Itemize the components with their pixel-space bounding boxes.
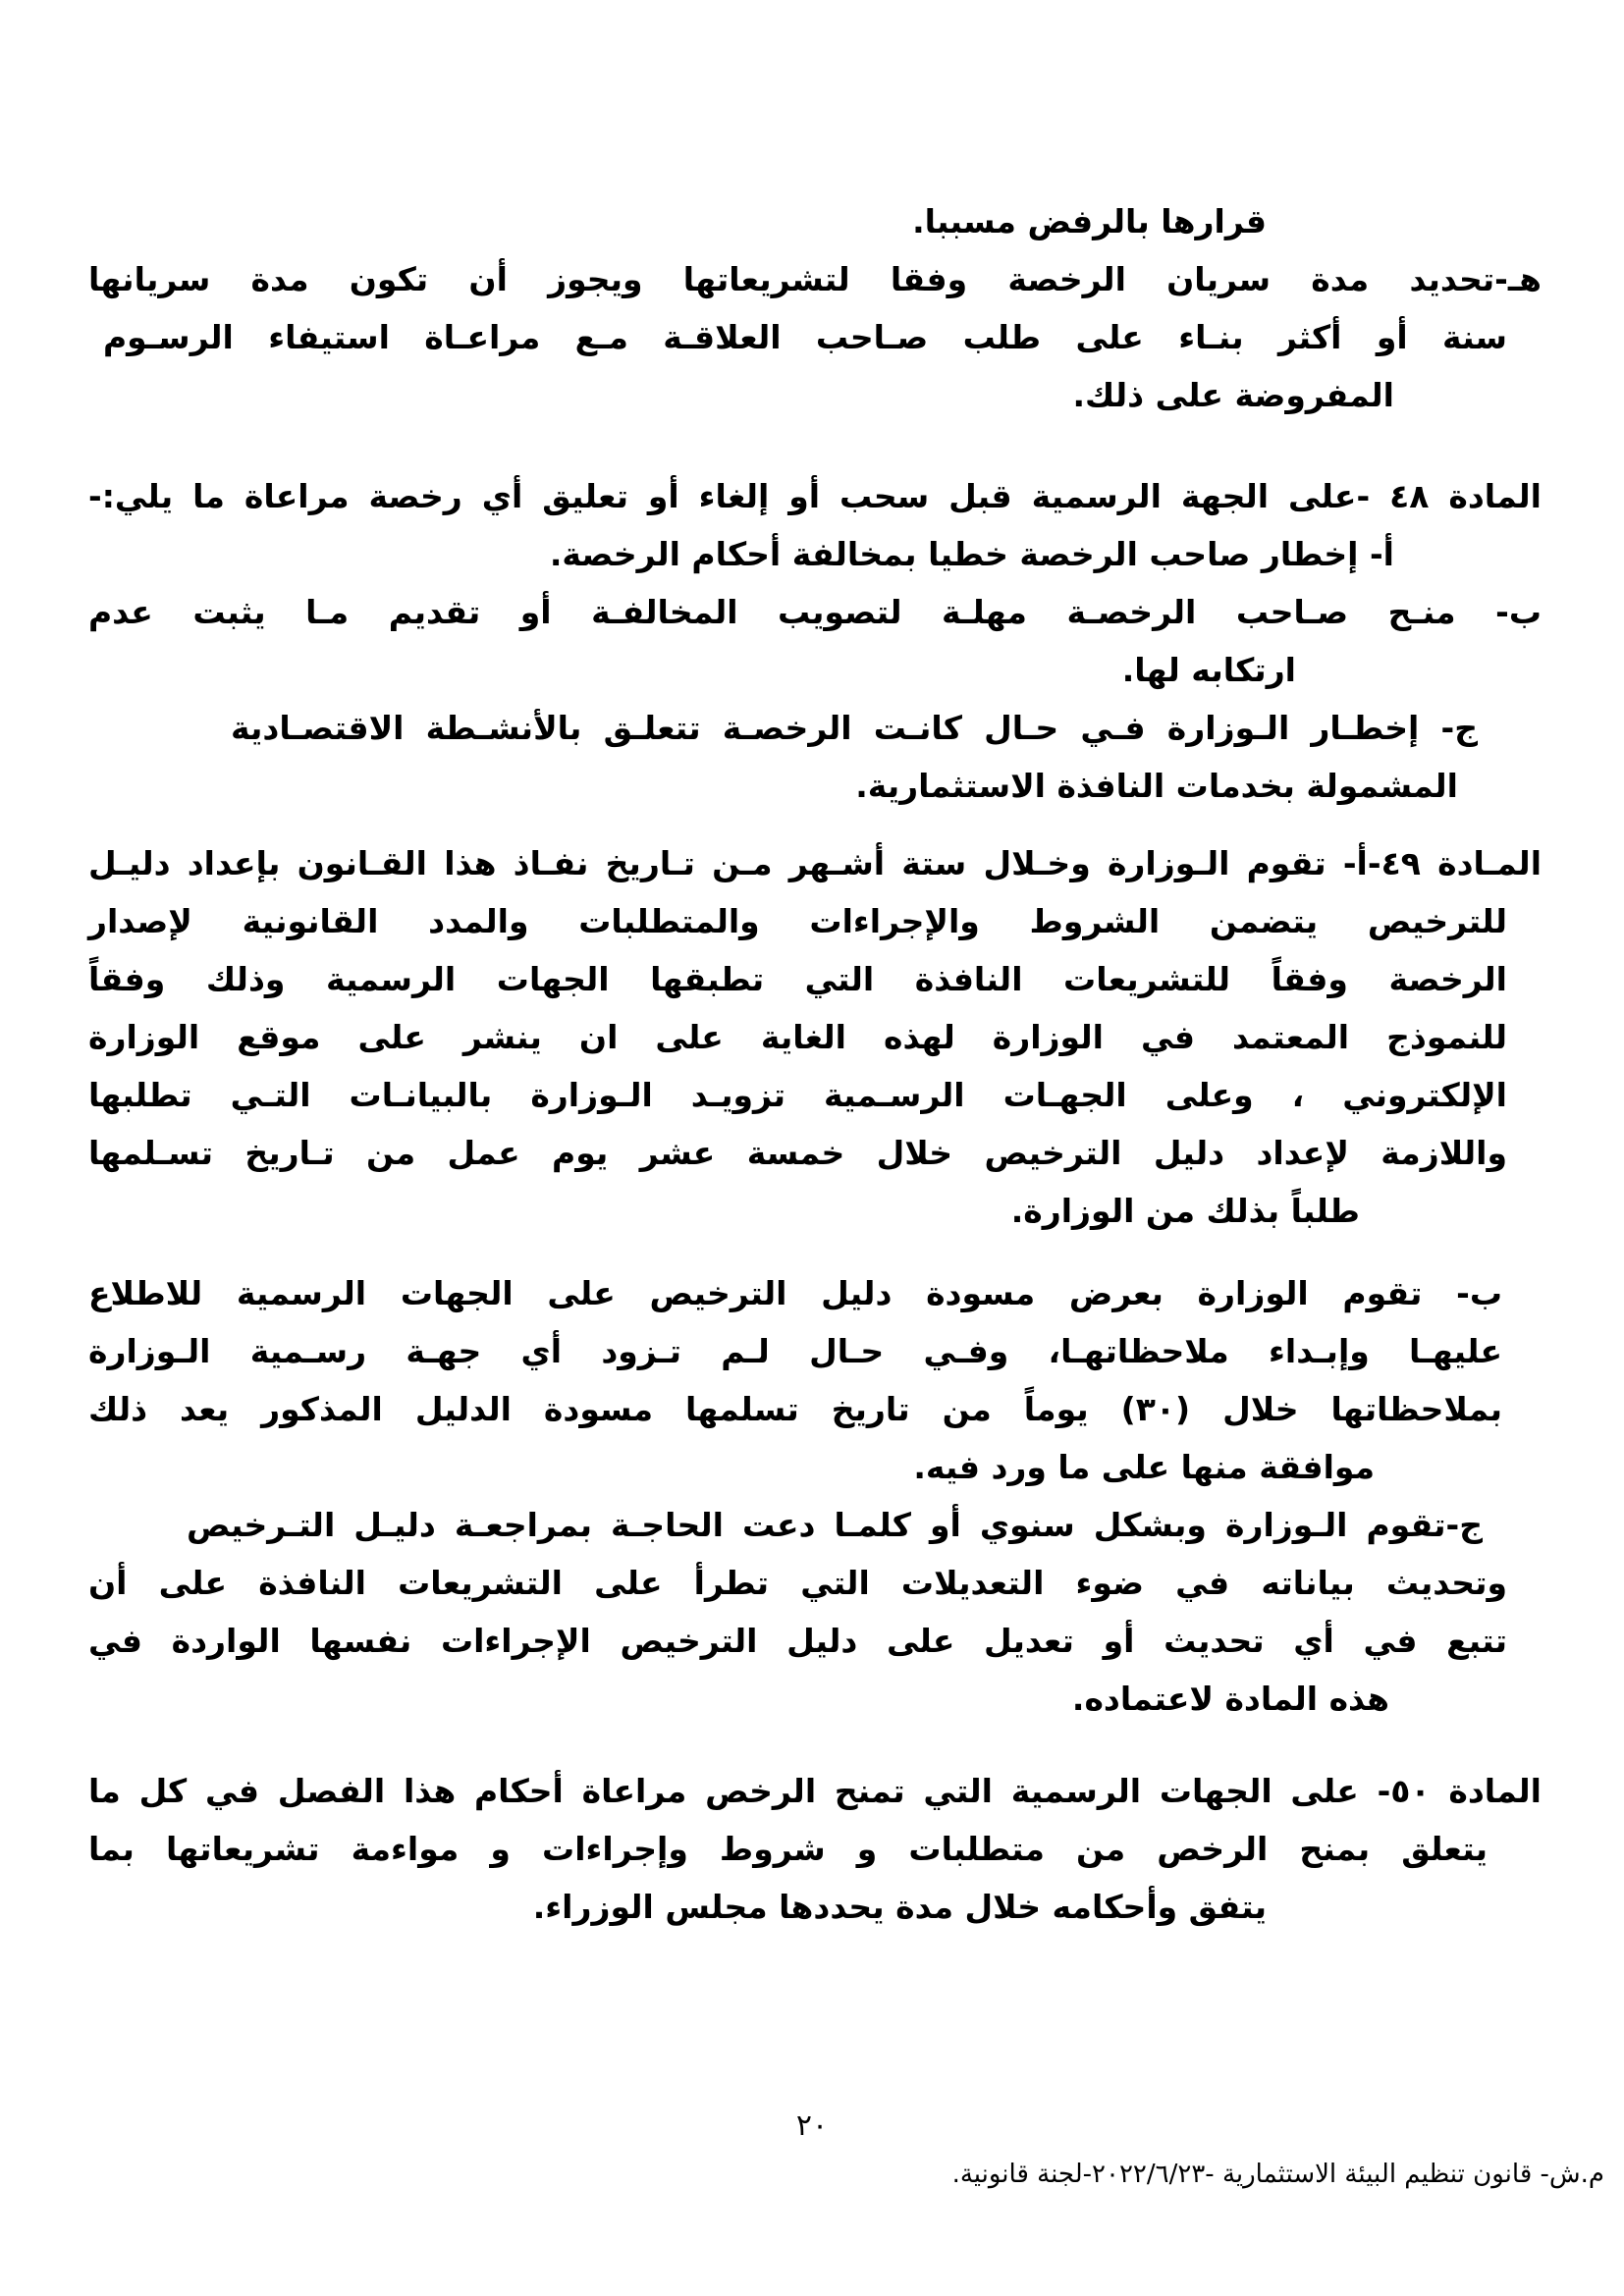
article-49-item-jeem-line-4: هذه المادة لاعتماده.: [1071, 1680, 1389, 1718]
article-49-item-a-line-2: للترخيص يتضمن الشروط والإجراءات والمتطلبات والمدد القانونية لإصدار: [88, 902, 1507, 940]
article-50-line-3: يتفق وأحكامه خلال مدة يحددها مجلس الوزراء.: [532, 1888, 1267, 1926]
decision-continuation-line: قرارها بالرفض مسببا.: [912, 202, 1267, 240]
clause-ha-line-2: سنة أو أكثر بنـاء على طلب صـاحب العلاقـة مـع مراعـاة استيفاء الرسـوم: [103, 318, 1507, 356]
clause-ha-line-3: المفروضة على ذلك.: [1072, 376, 1394, 414]
article-48-item-b-line-2: ارتكابه لها.: [1121, 651, 1296, 689]
article-49-item-a-line-7: طلباً بذلك من الوزارة.: [1010, 1192, 1360, 1230]
clause-ha-line-1: هـ-تحديد مدة سريان الرخصة وفقا لتشريعاتها ويجوز أن تكون مدة سريانها: [88, 260, 1542, 298]
article-48-item-b-line-1: ب- منـح صـاحب الرخصـة مهلـة لتصويب المخالفـة أو تقديم مـا يثبت عدم: [88, 593, 1542, 631]
article-48-heading: المادة ٤٨ -على الجهة الرسمية قبل سحب أو إلغاء أو تعليق أي رخصة مراعاة ما يلي:-: [88, 477, 1542, 515]
article-50-line-2: يتعلق بمنح الرخص من متطلبات و شروط وإجراءات و مواءمة تشريعاتها بما: [88, 1830, 1488, 1868]
article-49-item-a-line-3: الرخصة وفقاً للتشريعات النافذة التي تطبقها الجهات الرسمية وذلك وفقاً: [88, 960, 1507, 998]
footer-note: م.ش- قانون تنظيم البيئة الاستثمارية -٢٠٢٢/٦/٢٣-لجنة قانونية.: [951, 2160, 1604, 2189]
article-48-item-jeem-line-2: المشمولة بخدمات النافذة الاستثمارية.: [855, 767, 1458, 805]
article-48-item-a: أ- إخطار صاحب الرخصة خطيا بمخالفة أحكام الرخصة.: [549, 535, 1394, 573]
article-48-item-jeem-line-1: ج- إخطـار الـوزارة فـي حـال كانـت الرخصـة تتعلـق بالأنشـطة الاقتصـادية: [231, 709, 1478, 747]
article-49-item-jeem-line-3: تتبع في أي تحديث أو تعديل على دليل الترخيص الإجراءات نفسها الواردة في: [88, 1622, 1507, 1660]
article-49-item-jeem-line-2: وتحديث بياناته في ضوء التعديلات التي تطرأ على التشريعات النافذة على أن: [88, 1564, 1507, 1602]
article-49-item-b-line-4: موافقة منها على ما ورد فيه.: [913, 1448, 1375, 1486]
article-49-item-b-line-2: عليهـا وإبـداء ملاحظاتهـا، وفـي حـال لـم تـزود أي جهـة رسـمية الـوزارة: [88, 1332, 1502, 1370]
article-50-line-1: المادة ٥٠- على الجهات الرسمية التي تمنح الرخص مراعاة أحكام هذا الفصل في كل ما: [88, 1772, 1542, 1810]
document-body: [88, 192, 1542, 1936]
article-49-item-jeem-line-1: ج-تقوم الـوزارة وبشكل سنوي أو كلمـا دعت الحاجـة بمراجعـة دليـل التـرخيص: [187, 1506, 1483, 1544]
article-49-item-b-line-3: بملاحظاتها خلال (٣٠) يوماً من تاريخ تسلمها مسودة الدليل المذكور يعد ذلك: [88, 1390, 1502, 1428]
page-number: ٢٠: [795, 2109, 829, 2143]
article-49-item-a-line-4: للنموذج المعتمد في الوزارة لهذه الغاية على ان ينشر على موقع الوزارة: [88, 1018, 1507, 1056]
article-49-item-a-line-5: الإلكتروني ، وعلى الجهـات الرسـمية تزويـد الـوزارة بالبيانـات التـي تطلبها: [88, 1076, 1507, 1114]
article-49-item-b-line-1: ب- تقوم الوزارة بعرض مسودة دليل الترخيص على الجهات الرسمية للاطلاع: [88, 1274, 1502, 1312]
article-49-item-a-line-6: واللازمة لإعداد دليل الترخيص خلال خمسة عشر يوم عمل من تـاريخ تسـلمها: [88, 1134, 1507, 1172]
article-49-item-a-line-1: المـادة ٤٩-أ- تقوم الـوزارة وخـلال ستة أشـهر مـن تـاريخ نفـاذ هذا القـانون بإعداد دليـل: [88, 844, 1543, 882]
